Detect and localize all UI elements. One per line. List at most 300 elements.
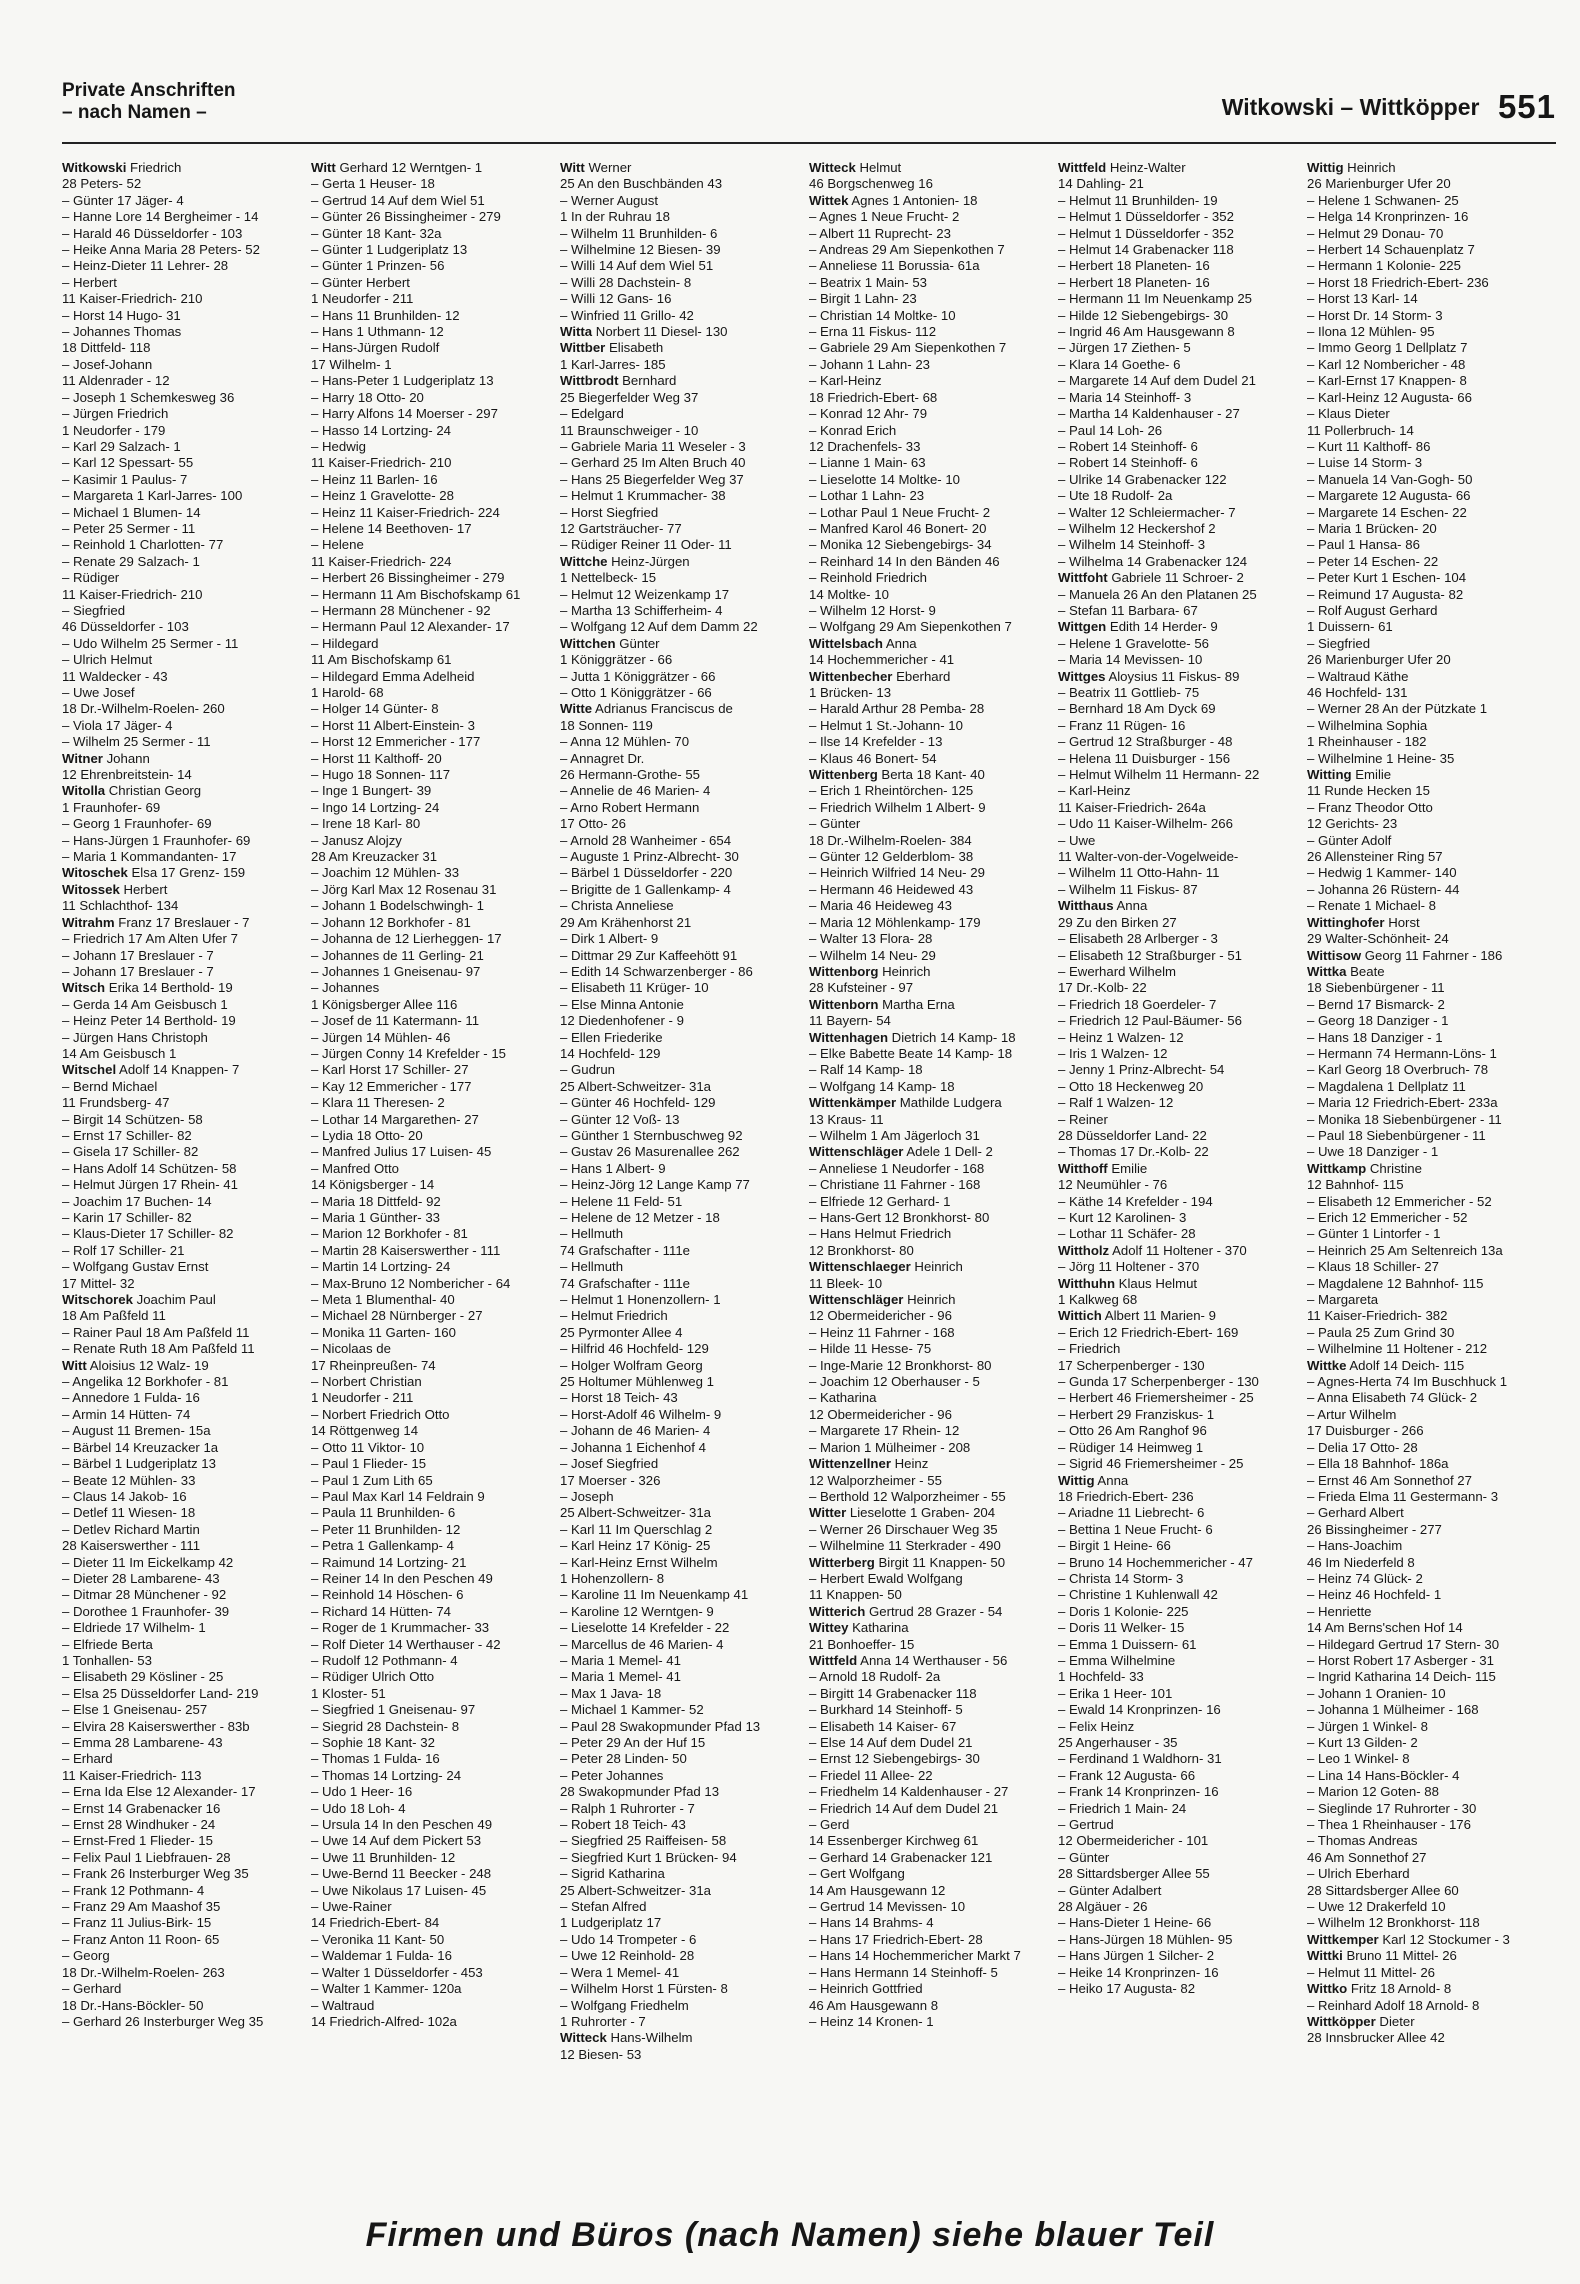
directory-entry: – Heinz-Jörg 12 Lange Kamp 77 xyxy=(560,1177,750,1193)
directory-entry: – Uwe 11 Brunhilden- 12 xyxy=(311,1849,456,1865)
column-4 xyxy=(809,160,1058,2176)
directory-entry: – Stefan Alfred xyxy=(560,1899,647,1915)
directory-entry: 1 Brücken- 13 xyxy=(809,685,892,700)
directory-entry: 13 Kraus- 11 xyxy=(809,1111,884,1127)
directory-entry: – Martin 14 Lortzing- 24 xyxy=(311,1259,451,1275)
directory-entry: 1 In der Ruhrau 18 xyxy=(560,209,670,225)
directory-entry: – Wilhelm 25 Sermer - 11 xyxy=(62,734,211,750)
directory-entry: – Wolfgang Friedhelm xyxy=(560,1997,689,2013)
directory-entry: 1 Nettelbeck- 15 xyxy=(560,570,657,586)
directory-entry: – Elisabeth 28 Arlberger - 3 xyxy=(1058,931,1218,947)
directory-entry: 11 Kaiser-Friedrich- 264a xyxy=(1058,799,1206,815)
directory-entry: – Gertrud 14 Mevissen- 10 xyxy=(809,1899,966,1915)
directory-entry: – Hedwig xyxy=(311,438,366,454)
directory-entry: – Paul Max Karl 14 Feldrain 9 xyxy=(311,1488,485,1504)
directory-entry: – Uwe 12 Drakerfeld 10 xyxy=(1307,1899,1446,1915)
directory-entry: 28 Algäuer - 26 xyxy=(1058,1899,1148,1915)
directory-entry: – Helmut 14 Grabenacker 118 xyxy=(1058,242,1234,258)
directory-entry: – Paula 11 Brunhilden- 6 xyxy=(311,1505,456,1521)
directory-entry: 28 Kufsteiner - 97 xyxy=(809,980,914,996)
directory-entry: – Johannes xyxy=(311,980,380,996)
directory-entry: – Harry Alfons 14 Moerser - 297 xyxy=(311,406,498,422)
directory-entry: – Josef de 11 Katermann- 11 xyxy=(311,1013,480,1029)
directory-entry: – Friedrich xyxy=(1058,1341,1121,1357)
directory-entry: 46 Borgschenweg 16 xyxy=(809,176,933,192)
surname-entry xyxy=(809,1095,1056,1111)
directory-entry: – Helene 14 Beethoven- 17 xyxy=(311,520,472,536)
directory-entry: 17 Otto- 26 xyxy=(560,816,626,832)
surname-entry xyxy=(809,1144,1056,1160)
entry-text: Martha Erna xyxy=(878,996,955,1012)
directory-entry: – Frank 12 Augusta- 66 xyxy=(1058,1767,1196,1783)
directory-entry: – Ella 18 Bahnhof- 186a xyxy=(1307,1456,1449,1472)
directory-entry: – Hans 25 Biegerfelder Weg 37 xyxy=(560,471,744,487)
directory-entry: – Thomas 1 Fulda- 16 xyxy=(311,1751,440,1767)
directory-entry: – Heinz-Dieter 11 Lehrer- 28 xyxy=(62,258,229,274)
directory-entry: – Bärbel 1 Ludgeriplatz 13 xyxy=(62,1456,216,1472)
directory-entry: – Ulrich Eberhard xyxy=(1307,1866,1410,1882)
directory-entry: 18 Friedrich-Ebert- 236 xyxy=(1058,1488,1194,1504)
surname: Witossek xyxy=(62,881,120,897)
entry-text: Gabriele 11 Schroer- 2 xyxy=(1107,570,1244,586)
directory-entry: – Willi 28 Dachstein- 8 xyxy=(560,274,692,290)
directory-entry: – Johannes de 11 Gerling- 21 xyxy=(311,947,484,963)
directory-entry: – Joseph 1 Schemkesweg 36 xyxy=(62,389,235,405)
directory-entry: – Luise 14 Storm- 3 xyxy=(1307,455,1423,471)
directory-entry: – Hellmuth xyxy=(560,1226,624,1242)
entry-text: Emilie xyxy=(1107,1160,1148,1176)
directory-entry: – Kurt 11 Kalthoff- 86 xyxy=(1307,438,1431,454)
directory-entry: 12 Gerichts- 23 xyxy=(1307,816,1398,832)
directory-entry: – Christian 14 Moltke- 10 xyxy=(809,307,956,323)
directory-entry: – Karl Georg 18 Overbruch- 78 xyxy=(1307,1062,1489,1078)
directory-entry: – Jürgen Friedrich xyxy=(62,406,169,422)
directory-entry: – Maria 14 Mevissen- 10 xyxy=(1058,652,1203,668)
directory-entry: – Herbert 18 Planeten- 16 xyxy=(1058,274,1210,290)
surname-entry xyxy=(809,1620,1056,1636)
directory-entry: – Walter 13 Flora- 28 xyxy=(809,931,933,947)
directory-entry: – Jürgen 17 Ziethen- 5 xyxy=(1058,340,1191,356)
directory-entry: – Hans 11 Brunhilden- 12 xyxy=(311,307,460,323)
surname: Witschel xyxy=(62,1062,117,1078)
directory-entry: – Maria 1 Kommandanten- 17 xyxy=(62,849,237,865)
directory-entry: – Werner 28 An der Pützkate 1 xyxy=(1307,701,1488,717)
surname: Witta xyxy=(560,324,593,340)
directory-entry: – Jürgen Conny 14 Krefelder - 15 xyxy=(311,1045,506,1061)
directory-entry: – Ernst 17 Schiller- 82 xyxy=(62,1127,192,1143)
directory-entry: – Ulrike 14 Grabenacker 122 xyxy=(1058,471,1227,487)
directory-entry: 12 Obermeidericher - 96 xyxy=(809,1406,952,1422)
directory-entry: – Marion 12 Borkhofer - 81 xyxy=(311,1226,468,1242)
directory-entry: – Ralph 1 Ruhrorter - 7 xyxy=(560,1800,695,1816)
directory-entry: – Margarete 14 Eschen- 22 xyxy=(1307,504,1467,520)
directory-entry: – Hans 14 Brahms- 4 xyxy=(809,1915,934,1931)
entry-text: Günter xyxy=(615,635,660,651)
directory-entry: – Paula 25 Zum Grind 30 xyxy=(1307,1324,1455,1340)
directory-entry: – Irene 18 Karl- 80 xyxy=(311,816,421,832)
directory-entry: 18 Siebenbürgener - 11 xyxy=(1307,980,1445,996)
directory-entry: – Lothar Paul 1 Neue Frucht- 2 xyxy=(809,504,991,520)
directory-entry: 14 Dahling- 21 xyxy=(1058,176,1144,192)
directory-entry: – Jenny 1 Prinz-Albrecht- 54 xyxy=(1058,1062,1225,1078)
directory-entry: – Lothar 14 Margarethen- 27 xyxy=(311,1111,479,1127)
directory-entry: – Angelika 12 Borkhofer - 81 xyxy=(62,1374,229,1390)
surname-entry xyxy=(62,751,309,767)
directory-entry: – Katharina xyxy=(809,1390,877,1406)
surname: Wittenkämper xyxy=(809,1095,897,1111)
surname-entry xyxy=(1307,915,1554,931)
directory-entry: – Friedrich 1 Main- 24 xyxy=(1058,1800,1187,1816)
surname-entry xyxy=(1058,1161,1305,1177)
directory-entry: – Karl 11 Im Querschlag 2 xyxy=(560,1521,713,1537)
entry-text: Hans-Wilhelm xyxy=(606,2030,693,2046)
directory-entry: – Helene 11 Feld- 51 xyxy=(560,1193,683,1209)
directory-entry: – Franz 11 Rügen- 16 xyxy=(1058,717,1186,733)
directory-entry: – Gerd xyxy=(809,1817,850,1833)
directory-entry: 14 Hochemmericher - 41 xyxy=(809,652,955,668)
page-header xyxy=(62,76,1556,144)
directory-entry: – Lieselotte 14 Moltke- 10 xyxy=(809,471,961,487)
directory-entry: – Elfriede Berta xyxy=(62,1636,153,1652)
surname-entry xyxy=(1307,767,1554,783)
directory-entry: – Heinz 11 Fahrner - 168 xyxy=(809,1324,955,1340)
directory-entry: – Beatrix 1 Main- 53 xyxy=(809,274,928,290)
surname-entry xyxy=(809,1505,1056,1521)
directory-entry: 11 Am Bischofskamp 61 xyxy=(311,652,452,668)
directory-entry: – Walter 1 Düsseldorfer - 453 xyxy=(311,1964,483,1980)
directory-entry: – Annedore 1 Fulda- 16 xyxy=(62,1390,200,1406)
directory-entry: 14 Röttgenweg 14 xyxy=(311,1423,419,1439)
directory-entry: – Jörg 11 Holtener - 370 xyxy=(1058,1259,1200,1275)
directory-entry: 46 Im Niederfeld 8 xyxy=(1307,1554,1415,1570)
directory-entry: – Kasimir 1 Paulus- 7 xyxy=(62,471,188,487)
directory-entry: – Herbert 18 Planeten- 16 xyxy=(1058,258,1210,274)
directory-entry: – Martha 13 Schifferheim- 4 xyxy=(560,602,723,618)
directory-entry: 1 Kalkweg 68 xyxy=(1058,1292,1138,1308)
directory-entry: – Ralf 14 Kamp- 18 xyxy=(809,1062,923,1078)
directory-entry: – Edith 14 Schwarzenberger - 86 xyxy=(560,963,753,979)
directory-entry: – Horst 12 Emmericher - 177 xyxy=(311,734,481,750)
directory-entry: – Helmut Friedrich xyxy=(560,1308,668,1324)
directory-entry: 14 Hochfeld- 129 xyxy=(560,1045,661,1061)
directory-entry: – Franz 29 Am Maashof 35 xyxy=(62,1899,221,1915)
surname-entry xyxy=(809,669,1056,685)
directory-entry: – Siegfried 1 Gneisenau- 97 xyxy=(311,1702,476,1718)
directory-entry: 12 Biesen- 53 xyxy=(560,2046,642,2062)
surname: Wittisow xyxy=(1307,947,1362,963)
directory-entry: – Wilhelmine 12 Biesen- 39 xyxy=(560,242,721,258)
surname-entry xyxy=(1058,1243,1305,1259)
directory-entry: – Horst Siegfried xyxy=(560,504,659,520)
entry-text: Elisabeth xyxy=(605,340,664,356)
directory-entry: – Erna Ida Else 12 Alexander- 17 xyxy=(62,1784,256,1800)
directory-entry: – Hermann 46 Heidewed 43 xyxy=(809,881,974,897)
directory-entry: – Stefan 11 Barbara- 67 xyxy=(1058,602,1198,618)
directory-entry: – Hans-Joachim xyxy=(1307,1538,1403,1554)
directory-entry: – Bernd Michael xyxy=(62,1078,158,1094)
directory-entry: – Anna 12 Mühlen- 70 xyxy=(560,734,690,750)
directory-entry: – Robert 14 Steinhoff- 6 xyxy=(1058,455,1198,471)
directory-entry: – Wolfgang 12 Auf dem Damm 22 xyxy=(560,619,758,635)
section-title: Private Anschriften xyxy=(62,80,236,101)
directory-entry: – Arno Robert Hermann xyxy=(560,799,700,815)
directory-entry: – Wilhelmine 11 Holtener - 212 xyxy=(1307,1341,1488,1357)
entry-text: Elsa 17 Grenz- 159 xyxy=(127,865,246,881)
surname: Wittfoht xyxy=(1058,570,1108,586)
directory-entry: – Ernst 46 Am Sonnethof 27 xyxy=(1307,1472,1472,1488)
directory-entry: – Otto 11 Viktor- 10 xyxy=(311,1439,425,1455)
directory-entry: – Joachim 12 Mühlen- 33 xyxy=(311,865,460,881)
directory-entry: – Klaus 18 Schiller- 27 xyxy=(1307,1259,1439,1275)
surname: Witthaus xyxy=(1058,898,1114,914)
directory-entry: – Claus 14 Jakob- 16 xyxy=(62,1488,187,1504)
surname: Witthoff xyxy=(1058,1160,1108,1176)
directory-entry: – Hans Adolf 14 Schützen- 58 xyxy=(62,1160,237,1176)
directory-entry: – Helmut 1 St.-Johann- 10 xyxy=(809,717,963,733)
directory-entry: – Elisabeth 12 Emmericher - 52 xyxy=(1307,1193,1492,1209)
surname-entry xyxy=(560,701,807,717)
entry-text: Agnes 1 Antonien- 18 xyxy=(848,192,978,208)
surname-entry xyxy=(809,997,1056,1013)
directory-entry: – Rolf August Gerhard xyxy=(1307,602,1438,618)
directory-entry: – Helene 1 Gravelotte- 56 xyxy=(1058,635,1210,651)
directory-entry: – Joseph xyxy=(560,1488,614,1504)
directory-entry: – Reiner 14 In den Peschen 49 xyxy=(311,1570,493,1586)
directory-entry: – Maria 12 Möhlenkamp- 179 xyxy=(809,914,981,930)
directory-entry: – Sophie 18 Kant- 32 xyxy=(311,1735,435,1750)
directory-entry: – Maria 1 Memel- 41 xyxy=(560,1652,681,1668)
directory-entry: – Maria 46 Heideweg 43 xyxy=(809,898,952,914)
directory-entry: – Max 1 Java- 18 xyxy=(560,1685,662,1701)
directory-entry: 17 Dr.-Kolb- 22 xyxy=(1058,980,1147,996)
directory-entry: – Helmut 12 Weizenkamp 17 xyxy=(560,586,730,602)
directory-entry: – Horst 11 Kalthoff- 20 xyxy=(311,750,442,766)
surname: Witting xyxy=(1307,767,1352,783)
directory-entry: – Rüdiger Ulrich Otto xyxy=(311,1669,435,1685)
directory-entry: – Gertrud xyxy=(1058,1817,1114,1833)
directory-entry: – Karoline 11 Im Neuenkamp 41 xyxy=(560,1587,749,1603)
surname-entry xyxy=(809,767,1056,783)
directory-entry: – Josef-Johann xyxy=(62,356,153,372)
directory-entry: – Friedhelm 14 Kaldenhauser - 27 xyxy=(809,1784,1009,1800)
directory-entry: – Martin 28 Kaiserswerther - 111 xyxy=(311,1242,501,1258)
directory-entry: – Berthold 12 Walporzheimer - 55 xyxy=(809,1488,1006,1504)
directory-entry: 25 Holtumer Mühlenweg 1 xyxy=(560,1374,714,1390)
directory-entry: 18 Dittfeld- 118 xyxy=(62,340,151,356)
directory-entry: – Heinz 74 Glück- 2 xyxy=(1307,1570,1423,1586)
entry-text: Werner xyxy=(584,160,632,175)
directory-entry: – Elsa 25 Düsseldorfer Land- 219 xyxy=(62,1685,259,1701)
entry-text: Berta 18 Kant- 40 xyxy=(877,767,985,783)
directory-entry: – Udo Wilhelm 25 Sermer - 11 xyxy=(62,635,239,651)
directory-entry: 18 Sonnen- 119 xyxy=(560,717,653,733)
directory-entry: – Wilhelmine 1 Heine- 35 xyxy=(1307,750,1455,766)
directory-entry: 26 Hermann-Grothe- 55 xyxy=(560,767,701,783)
directory-entry: – Wilhelm 11 Otto-Hahn- 11 xyxy=(1058,865,1220,881)
surname: Witteck xyxy=(560,2030,607,2046)
directory-entry: – Friedrich 18 Goerdeler- 7 xyxy=(1058,996,1217,1012)
directory-entry: – Heinz 1 Walzen- 12 xyxy=(1058,1029,1184,1045)
directory-entry: – Karin 17 Schiller- 82 xyxy=(62,1210,192,1225)
directory-entry: – Lieselotte 14 Krefelder - 22 xyxy=(560,1620,730,1636)
directory-entry: – Franz 11 Julius-Birk- 15 xyxy=(62,1915,212,1931)
directory-entry: – Friedrich 17 Am Alten Ufer 7 xyxy=(62,931,238,947)
directory-entry: – Jürgen 14 Mühlen- 46 xyxy=(311,1029,451,1045)
entry-text: Mathilde Ludgera xyxy=(896,1095,1002,1111)
directory-entry: – Dieter 11 Im Eickelkamp 42 xyxy=(62,1554,234,1570)
directory-entry: 11 Bleek- 10 xyxy=(809,1275,883,1291)
directory-entry: – Wilhelm 12 Heckershof 2 xyxy=(1058,520,1216,536)
directory-entry: – Manfred Julius 17 Luisen- 45 xyxy=(311,1144,492,1160)
directory-entry: – Arnold 18 Rudolf- 2a xyxy=(809,1669,941,1685)
surname-entry xyxy=(62,865,309,881)
directory-entry: – Viola 17 Jäger- 4 xyxy=(62,717,173,733)
directory-entry: – Helmut 1 Düsseldorfer - 352 xyxy=(1058,209,1234,225)
directory-entry: – Elisabeth 12 Straßburger - 51 xyxy=(1058,947,1242,963)
directory-entry: – Hans Jürgen 1 Silcher- 2 xyxy=(1058,1948,1215,1964)
surname: Wittig xyxy=(1307,160,1344,175)
directory-entry: – Detlef 11 Wiesen- 18 xyxy=(62,1505,196,1521)
directory-entry: – Günter 1 Prinzen- 56 xyxy=(311,258,445,274)
directory-entry: – Agnes-Herta 74 Im Buschhuck 1 xyxy=(1307,1374,1508,1390)
directory-entry: – Gerda 14 Am Geisbusch 1 xyxy=(62,996,228,1012)
surname-entry xyxy=(1307,1161,1554,1177)
directory-entry: 1 Harold- 68 xyxy=(311,685,384,700)
surname-entry xyxy=(809,1030,1056,1046)
directory-entry: – Manfred Otto xyxy=(311,1160,399,1176)
directory-entry: 1 Ruhrorter - 7 xyxy=(560,2013,646,2029)
directory-entry: – Winfried 11 Grillo- 42 xyxy=(560,307,694,323)
directory-entry: – Wolfgang 29 Am Siepenkothen 7 xyxy=(809,619,1012,635)
directory-entry: 11 Bayern- 54 xyxy=(809,1013,891,1029)
directory-entry: – Wilhelma 14 Grabenacker 124 xyxy=(1058,553,1248,569)
directory-entry: – Anneliese 1 Neudorfer - 168 xyxy=(809,1160,985,1176)
directory-entry: – Friedrich Wilhelm 1 Albert- 9 xyxy=(809,799,986,815)
directory-entry: – Johanna 1 Mülheimer - 168 xyxy=(1307,1702,1479,1718)
directory-entry: – Heinz Peter 14 Berthold- 19 xyxy=(62,1013,236,1029)
directory-entry: – Monika 18 Siebenbürgener - 11 xyxy=(1307,1111,1502,1127)
directory-entry: – Gerhard 25 Im Alten Bruch 40 xyxy=(560,455,746,471)
directory-entry: – Wilhelmine 11 Sterkrader - 490 xyxy=(809,1538,1001,1554)
directory-entry: – Thomas 17 Dr.-Kolb- 22 xyxy=(1058,1144,1209,1160)
directory-entry: – Uwe-Rainer xyxy=(311,1899,392,1915)
directory-entry: – Holger Wolfram Georg xyxy=(560,1357,703,1373)
directory-entry: 12 Bahnhof- 115 xyxy=(1307,1177,1404,1193)
directory-entry: – Detlev Richard Martin xyxy=(62,1521,200,1537)
directory-entry: 12 Neumühler - 76 xyxy=(1058,1177,1168,1193)
directory-entry: – Ilona 12 Mühlen- 95 xyxy=(1307,324,1435,340)
directory-entry: 18 Dr.-Wilhelm-Roelen- 384 xyxy=(809,832,972,848)
directory-entry: – Josef Siegfried xyxy=(560,1456,659,1472)
directory-entry: – Horst-Adolf 46 Wilhelm- 9 xyxy=(560,1406,722,1422)
entry-text: Anna xyxy=(882,635,917,651)
directory-entry: – Martha 14 Kaldenhauser - 27 xyxy=(1058,406,1240,422)
entry-text: Erika 14 Berthold- 19 xyxy=(105,980,233,996)
directory-entry: 11 Runde Hecken 15 xyxy=(1307,783,1430,799)
entry-text: Aloysius 11 Fiskus- 89 xyxy=(1105,668,1240,684)
directory-entry: – Harald Arthur 28 Pemba- 28 xyxy=(809,701,985,717)
directory-entry: 11 Braunschweiger - 10 xyxy=(560,422,699,438)
directory-entry: – Raimund 14 Lortzing- 21 xyxy=(311,1554,467,1570)
entry-text: Anna 14 Werthauser - 56 xyxy=(857,1652,1008,1668)
directory-entry: – Otto 18 Heckenweg 20 xyxy=(1058,1078,1204,1094)
directory-entry: – Christa Anneliese xyxy=(560,898,674,914)
directory-entry: – Rudolf 12 Pothmann- 4 xyxy=(311,1652,458,1668)
directory-entry: – Elisabeth 14 Kaiser- 67 xyxy=(809,1718,957,1734)
directory-entry: – Robert 14 Steinhoff- 6 xyxy=(1058,438,1198,454)
directory-entry: – Uwe 18 Danziger - 1 xyxy=(1307,1144,1439,1160)
directory-entry: – Hellmuth xyxy=(560,1259,624,1275)
surname-entry xyxy=(1058,1276,1305,1292)
directory-entry: – Gabriele 29 Am Siepenkothen 7 xyxy=(809,340,1007,356)
directory-entry: 11 Pollerbruch- 14 xyxy=(1307,422,1414,438)
directory-entry: – Georg 1 Fraunhofer- 69 xyxy=(62,816,212,832)
directory-entry: – Nicolaas de xyxy=(311,1341,391,1357)
directory-entry: – Hans-Dieter 1 Heine- 66 xyxy=(1058,1915,1212,1931)
directory-entry: 1 Neudorfer - 211 xyxy=(311,1390,414,1406)
directory-entry: – Franz Anton 11 Roon- 65 xyxy=(62,1931,220,1947)
directory-entry: – Ralf 1 Walzen- 12 xyxy=(1058,1095,1174,1111)
entry-text: Adolf 14 Knappen- 7 xyxy=(116,1062,240,1078)
directory-entry: – Maria 14 Steinhoff- 3 xyxy=(1058,389,1192,405)
surname: Wittkemper xyxy=(1307,1931,1379,1947)
surname-entry xyxy=(62,1358,309,1374)
surname-entry xyxy=(62,980,309,996)
directory-entry: – Helene de 12 Metzer - 18 xyxy=(560,1210,720,1225)
directory-entry: – Hans-Jürgen 18 Mühlen- 95 xyxy=(1058,1931,1233,1947)
surname: Wittenborg xyxy=(809,963,879,979)
directory-entry: – Harry 18 Otto- 20 xyxy=(311,389,424,405)
directory-entry: – Wilhelm 11 Fiskus- 87 xyxy=(1058,881,1198,897)
directory-entry: – Renate 29 Salzach- 1 xyxy=(62,553,200,569)
directory-entry: – Inge-Marie 12 Bronkhorst- 80 xyxy=(809,1357,992,1373)
directory-entry: 18 Am Paßfeld 11 xyxy=(62,1308,166,1324)
directory-entry: – Delia 17 Otto- 28 xyxy=(1307,1439,1418,1455)
directory-entry: – Jürgen Hans Christoph xyxy=(62,1029,208,1045)
directory-entry: 17 Moerser - 326 xyxy=(560,1472,661,1488)
directory-entry: – Helmut 11 Mittel- 26 xyxy=(1307,1964,1436,1980)
directory-entry: – Hans-Gert 12 Bronkhorst- 80 xyxy=(809,1210,990,1225)
directory-entry: 28 Sittardsberger Allee 55 xyxy=(1058,1866,1210,1882)
directory-entry: 1 Kloster- 51 xyxy=(311,1685,386,1701)
entry-text: Helmut xyxy=(855,160,902,175)
directory-entry: – Johann 12 Borkhofer - 81 xyxy=(311,914,471,930)
directory-entry: – Horst 13 Karl- 14 xyxy=(1307,291,1418,307)
section-label xyxy=(62,80,236,124)
directory-entry: 11 Kaiser-Friedrich- 382 xyxy=(1307,1308,1448,1324)
directory-entry: 14 Moltke- 10 xyxy=(809,586,889,602)
directory-entry: 1 Rheinhauser - 182 xyxy=(1307,734,1427,750)
directory-entry: – Otto 1 Königgrätzer - 66 xyxy=(560,685,712,700)
directory-entry: – Birgit 14 Schützen- 58 xyxy=(62,1111,203,1127)
directory-entry: – Michael 28 Nürnberger - 27 xyxy=(311,1308,483,1324)
surname: Wittges xyxy=(1058,668,1106,684)
directory-entry: – Inge 1 Bungert- 39 xyxy=(311,783,432,799)
directory-entry: – Manuela 14 Van-Gogh- 50 xyxy=(1307,471,1473,487)
entry-text: Eberhard xyxy=(892,668,951,684)
directory-entry: – Gertrud 12 Straßburger - 48 xyxy=(1058,734,1233,750)
directory-entry: – Petra 1 Gallenkamp- 4 xyxy=(311,1538,454,1554)
entry-text: Klaus Helmut xyxy=(1115,1275,1198,1291)
directory-entry: 21 Bonhoeffer- 15 xyxy=(809,1636,915,1652)
directory-entry: – Gudrun xyxy=(560,1062,615,1078)
directory-entry: – Helga 14 Kronprinzen- 16 xyxy=(1307,209,1469,225)
entry-text: Fritz 18 Arnold- 8 xyxy=(1347,1981,1452,1997)
directory-entry: – Bruno 14 Hochemmericher - 47 xyxy=(1058,1554,1253,1570)
directory-entry: – Günter 1 Ludgeriplatz 13 xyxy=(311,242,468,258)
directory-entry: 12 Drachenfels- 33 xyxy=(809,438,921,454)
surname: Witoschek xyxy=(62,865,128,881)
